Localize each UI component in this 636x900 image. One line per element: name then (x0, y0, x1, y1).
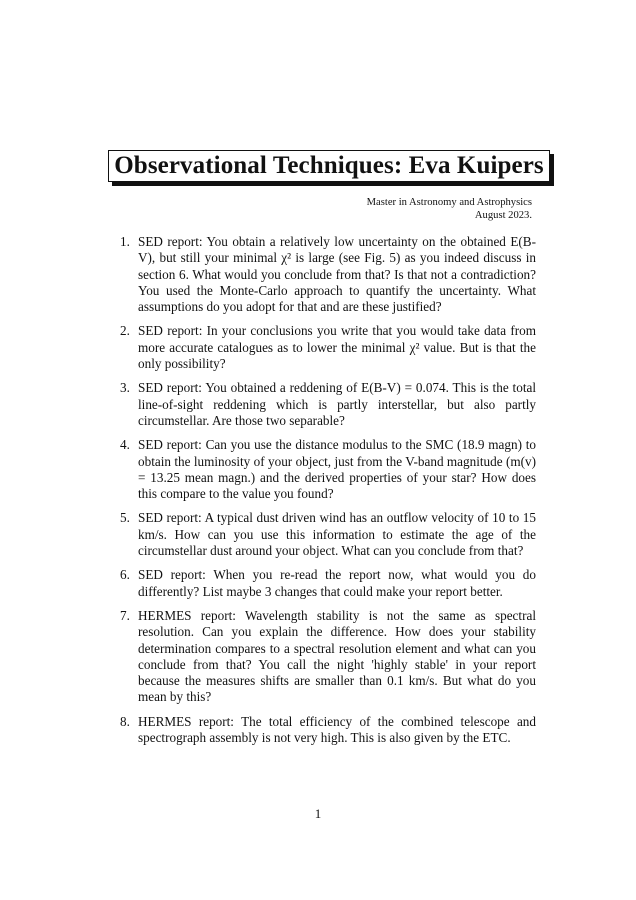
question-text: SED report: A typical dust driven wind has an outflow velocity of 10 to 15 km/s. How can you use this information to estimate the age of the circumstellar dust around your object. What can you conclude from that? (138, 510, 536, 559)
question-item (120, 323, 536, 372)
question-list (120, 234, 536, 754)
question-number: 3. (120, 380, 130, 396)
question-number: 8. (120, 713, 130, 729)
question-number: 6. (120, 567, 130, 583)
question-text: SED report: You obtain a relatively low uncertainty on the obtained E(B-V), but still your minimal χ² is large (see Fig. 5) as you indeed discuss in section 6. What would you conclude from that? Is that not a contradiction? You used the Monte-Carlo approach to quantify the uncertainty. What assumptions do you adopt for that and are these justified? (138, 234, 536, 315)
page-number: 1 (314, 806, 322, 821)
question-text: HERMES report: Wavelength stability is not the same as spectral resolution. Can you explain the difference. How does your stability determination compares to a spectral resolution element and what can you conclude from that? You call the night 'highly stable' in your report because the measures shifts are smaller than 0.1 km/s. But what do you mean by this? (138, 607, 536, 705)
program-name: Master in Astronomy and Astrophysics (366, 197, 532, 208)
question-number: 5. (120, 510, 130, 526)
question-text: SED report: In your conclusions you write that you would take data from more accurate catalogues as to lower the minimal χ² value. But is that the only possibility? (138, 323, 536, 372)
question-text: SED report: You obtained a reddening of E(B-V) = 0.074. This is the total line-of-sight reddening which is partly interstellar, but also partly circumstellar. Are those two separable? (138, 380, 536, 428)
question-number: 4. (120, 437, 130, 453)
question-text: HERMES report: The total efficiency of the combined telescope and spectrograph assembly is not very high. This is also given by the ETC. (138, 713, 536, 746)
question-item (120, 714, 536, 747)
page-title: Observational Techniques: Eva Kuipers (114, 152, 544, 179)
question-item (120, 608, 536, 706)
question-number: 7. (120, 607, 130, 623)
question-text: SED report: Can you use the distance modulus to the SMC (18.9 magn) to obtain the luminosity of your object, just from the V-band magnitude (m(v) = 13.25 mean magn.) and the derived properties of your star? How does this compare to the value you found? (138, 437, 536, 502)
question-text: SED report: When you re-read the report now, what would you do differently? List maybe 3 changes that could make your report better. (138, 567, 536, 599)
question-item (120, 234, 536, 315)
question-item (120, 380, 536, 429)
question-item (120, 437, 536, 502)
question-number: 2. (120, 323, 130, 339)
document-date: August 2023. (474, 210, 532, 221)
question-number: 1. (120, 234, 130, 249)
title-box (108, 150, 550, 182)
question-item (120, 510, 536, 559)
document-meta (367, 196, 532, 222)
question-item (120, 567, 536, 600)
